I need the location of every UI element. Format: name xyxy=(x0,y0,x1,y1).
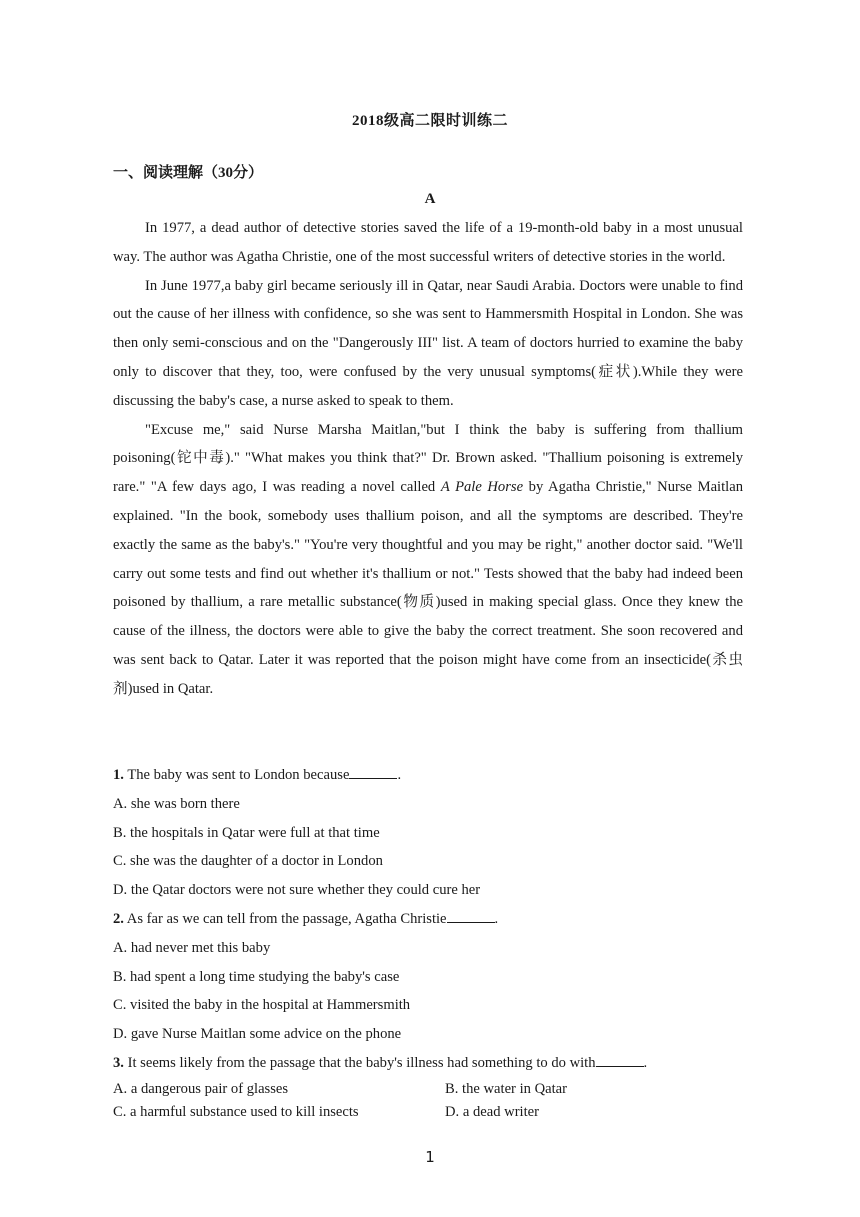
question-stem: It seems likely from the passage that the baby's illness had something to do with xyxy=(123,1054,596,1071)
passage-paragraph-2: In June 1977,a baby girl became seriously ill in Qatar, near Saudi Arabia. Doctors were unable to find out the cause of her illness with confidence, so she was sent to Hammersmith Hospital in London. She was then only semi-conscious and on the "Dangerously III" list. A team of doctors hurried to examine the baby only to discover that they, too, were confused by the very unusual symptoms(症状).While they were discussing the baby's case, a nurse asked to speak to them. xyxy=(113,277,743,409)
reading-passage xyxy=(113,214,743,704)
question-number: 3. xyxy=(113,1054,124,1071)
option-a: A. a dangerous pair of glasses xyxy=(113,1080,289,1097)
question-stem: As far as we can tell from the passage, Agatha Christie xyxy=(123,910,447,927)
paragraph-3-text-b: by Agatha Christie," Nurse Maitlan explained. "In the book, somebody uses thallium poison, and all the symptoms are described. They're exactly the same as the baby's." "You're very thoughtful and you may be right," another doctor said. "We'll carry out some tests and find out whether it's thallium or not." Tests showed that the baby had indeed been poisoned by thallium, a rare metallic substance(物质)used in making special glass. Once they knew the cause of the illness, the doctors were able to give the baby the correct treatment. She soon recovered and was sent back to Qatar. Later it was reported that the poison might have come from an insecticide(杀虫剂)used in Qatar. xyxy=(113,479,743,697)
option-c: C. a harmful substance used to kill insects xyxy=(113,1103,359,1120)
option-c: C. she was the daughter of a doctor in London xyxy=(113,853,383,870)
option-a: A. she was born there xyxy=(113,795,240,812)
option-d: D. gave Nurse Maitlan some advice on the phone xyxy=(113,1026,402,1043)
question-1: 1. The baby was sent to London because . xyxy=(113,767,402,783)
question-list xyxy=(113,761,743,1124)
answer-blank xyxy=(349,766,397,779)
question-stem: The baby was sent to London because xyxy=(123,767,350,783)
option-a: A. had never met this baby xyxy=(113,939,271,956)
option-row-2 xyxy=(113,1101,743,1124)
book-title: A Pale Horse xyxy=(440,479,524,496)
option-b: B. had spent a long time studying the baby's case xyxy=(113,968,400,985)
option-d: D. a dead writer xyxy=(445,1103,540,1120)
option-d: D. the Qatar doctors were not sure whether they could cure her xyxy=(113,882,481,899)
passage-paragraph-1: In 1977, a dead author of detective stories saved the life of a 19-month-old baby in a most unusual way. The author was Agatha Christie, one of the most successful writers of detective stories in the world. xyxy=(113,220,743,265)
question-2: 2. As far as we can tell from the passage, Agatha Christie . xyxy=(113,910,499,927)
option-c: C. visited the baby in the hospital at Hammersmith xyxy=(113,997,411,1014)
section-heading: 一、阅读理解（30分） xyxy=(113,165,264,181)
answer-blank xyxy=(447,910,495,923)
option-b: B. the hospitals in Qatar were full at that time xyxy=(113,824,380,841)
option-b: B. the water in Qatar xyxy=(445,1080,567,1097)
option-row-1 xyxy=(113,1078,743,1101)
answer-blank xyxy=(596,1054,644,1067)
page-title: 2018级高二限时训练二 xyxy=(351,113,508,129)
paragraph-3-text-a: "Excuse me," said Nurse Marsha Maitlan,"but I think the baby is suffering from thallium poisoning(铊中毒)." "What makes you think that?" Dr. Brown asked. "Thallium poisoning is extremely rare." "A few days ago, I was reading a novel called xyxy=(113,421,743,496)
question-number: 2. xyxy=(113,910,124,927)
part-label: A xyxy=(424,191,436,207)
question-3: 3. It seems likely from the passage that the baby's illness had something to do with . xyxy=(113,1054,648,1071)
question-number: 1. xyxy=(113,767,124,783)
passage-paragraph-3 xyxy=(113,416,743,704)
page-number: 1 xyxy=(425,1148,435,1166)
